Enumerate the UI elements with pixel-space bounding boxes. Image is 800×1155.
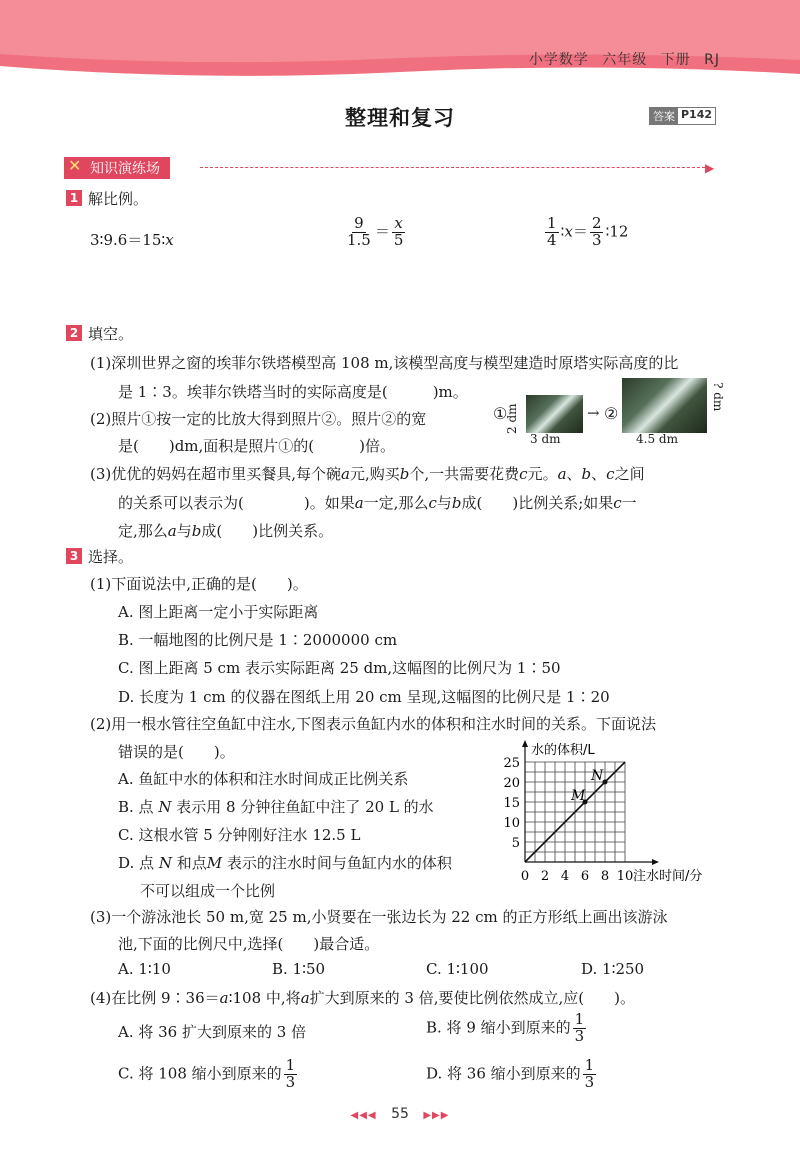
q2-p3-line2	[118, 492, 637, 513]
x-tick-label: 8	[600, 869, 610, 884]
section-title: 知识演练场	[90, 161, 160, 177]
q3-s4-option-c	[118, 1058, 299, 1091]
x-tick-label: 4	[560, 869, 570, 884]
q3-s4-var: a	[219, 989, 229, 1007]
q3-s4-var2: a	[300, 989, 310, 1007]
q2-p3-l2d: 成( )比例关系;如果	[461, 494, 614, 512]
q1-frac-d-num: 2	[591, 214, 602, 232]
photo2-width: 4.5 dm	[636, 432, 678, 446]
q3-s2-b-post: 表示用 8 分钟往鱼缸中注了 20 L 的水	[176, 798, 434, 816]
q3-s4-b-num: 1	[574, 1010, 585, 1028]
x-axis-label: 注水时间/分	[633, 869, 703, 884]
photo1-image	[526, 395, 583, 433]
q3-s4-d-frac	[583, 1058, 597, 1091]
q2-p3-sep1: 、	[566, 465, 582, 483]
q1-frac-a-den: 1.5	[347, 230, 371, 249]
q2-p1-line1: (1)深圳世界之窗的埃菲尔铁塔模型高 108 m,该模型高度与模型建造时原塔实际高度的比	[90, 354, 679, 372]
answer-reference	[649, 107, 716, 125]
q1-expr3	[543, 216, 628, 249]
x-axis-arrow-icon	[652, 859, 659, 865]
q1-frac-b	[392, 216, 406, 249]
var-b3: b	[451, 494, 462, 512]
q2-p3-line1	[90, 463, 645, 484]
q3-s2-option-c: C. 这根水管 5 分钟刚好注水 12.5 L	[118, 826, 361, 844]
var-a2: a	[557, 465, 567, 483]
var-c: c	[519, 465, 528, 483]
header-grade: 六年级	[602, 52, 648, 68]
q2-p3-l1a: (3)优优的妈妈在超市里买餐具,每个碗	[90, 465, 342, 483]
q3-s2-d-post: 表示的注水时间与鱼缸内水的体积	[226, 854, 452, 872]
q1-frac-c	[545, 216, 559, 249]
q3-s3-stem-line2: 池,下面的比例尺中,选择( )最合适。	[118, 935, 380, 953]
q3-s3-option-c: C. 1∶100	[426, 960, 489, 978]
section-header	[64, 157, 170, 179]
photo2-label: ②	[604, 404, 619, 423]
q3-s4-d-num: 1	[584, 1056, 595, 1074]
header-banner	[0, 0, 800, 82]
page-footer	[0, 1106, 800, 1122]
q3-s2-b-n: N	[158, 798, 172, 816]
banner-wave	[0, 0, 800, 82]
q1-expr1-var: x	[165, 231, 174, 249]
q1-colon: ∶	[560, 222, 565, 241]
q2-p2-line2: 是( )dm,面积是照片①的( )倍。	[118, 437, 396, 455]
q3-s4-c-frac	[284, 1058, 298, 1091]
divider-arrow-icon: ▶	[705, 161, 715, 175]
q3-s3-stem-line1: (3)一个游泳池长 50 m,宽 25 m,小贤要在一张边长为 22 cm 的正方形纸上画出该游泳	[90, 908, 668, 926]
q1-tail: ∶12	[605, 222, 629, 241]
q3-s3-option-d: D. 1∶250	[581, 960, 645, 978]
q2-number: 2	[66, 325, 82, 341]
volume-time-chart	[490, 734, 730, 884]
y-tick-label: 5	[511, 836, 520, 851]
arrow-icon: →	[587, 404, 600, 422]
q1-frac-b-num: x	[394, 214, 403, 232]
var-b: b	[399, 465, 410, 483]
q3-s2-option-d-line2: 不可以组成一个比例	[140, 882, 276, 900]
q3-s3-option-a: A. 1∶10	[118, 960, 171, 978]
point-n	[603, 780, 608, 785]
q1-expr1	[90, 229, 174, 250]
answer-key: 答案	[650, 108, 678, 124]
q2-p2-line1: (2)照片①按一定的比放大得到照片②。照片②的宽	[90, 410, 427, 428]
q3-s2-d-mid: 和点	[176, 854, 207, 872]
var-b2: b	[581, 465, 592, 483]
q3-s1-stem: (1)下面说法中,正确的是( )。	[90, 575, 308, 593]
photo1-height: 2 dm	[505, 403, 519, 434]
q1-frac-d	[590, 216, 604, 249]
section-divider	[200, 167, 710, 168]
prev-arrows-icon: ◀◀◀	[350, 1110, 377, 1121]
q1-number: 1	[66, 190, 82, 206]
q3-s2-stem-line1: (2)用一根水管往空鱼缸中注水,下图表示鱼缸内水的体积和注水时间的关系。下面说法	[90, 715, 657, 733]
q3-s2-option-b	[118, 796, 434, 817]
q1-frac-d-den: 3	[591, 230, 602, 249]
q2-p3-l3a: 定,那么	[118, 522, 168, 540]
q3-s4-c-num: 1	[285, 1056, 296, 1074]
var-a4: a	[167, 522, 177, 540]
section-tag	[64, 157, 170, 179]
q3-s4-d-den: 3	[584, 1072, 595, 1091]
header-info	[529, 49, 720, 69]
q1-frac-a	[345, 216, 373, 249]
q1-expr2	[343, 216, 407, 249]
q3-s4-option-a: A. 将 36 扩大到原来的 3 倍	[118, 1023, 307, 1041]
q3-s4-b-frac	[573, 1012, 587, 1045]
q3-s4-b-den: 3	[574, 1026, 585, 1045]
y-tick-label: 20	[503, 776, 520, 791]
q3-s2-d-n: N	[158, 854, 172, 872]
q3-title: 选择。	[88, 548, 134, 566]
q3-number: 3	[66, 548, 82, 564]
x-tick-label: 10	[616, 869, 634, 884]
q1-frac-c-den: 4	[547, 230, 557, 249]
q3-s1-option-c: C. 图上距离 5 cm 表示实际距离 25 dm,这幅图的比例尺为 1∶50	[118, 659, 561, 677]
point-label-n: N	[591, 768, 604, 784]
q3-s2-stem-line2: 错误的是( )。	[118, 743, 235, 761]
q3-s4-stem-b: ∶108 中,将	[228, 989, 301, 1007]
q2-p3-sep2: 、	[591, 465, 607, 483]
page-number: 55	[391, 1106, 409, 1122]
header-volume: 下册	[660, 52, 691, 68]
q1-title: 解比例。	[88, 190, 149, 208]
y-axis-arrow-icon	[522, 740, 528, 747]
q2-p3-line3	[118, 520, 333, 541]
q1-frac-c-num: 1	[547, 214, 557, 232]
q2-p3-l3b: 与	[176, 522, 192, 540]
q1-frac-b-den: 5	[393, 230, 404, 249]
q2-p3-l1b: 元,购买	[349, 465, 400, 483]
q3-s2-d-pre: D. 点	[118, 854, 155, 872]
photo2-height: ? dm	[711, 382, 725, 412]
q1-frac-a-num: 9	[354, 214, 364, 232]
var-c2: c	[606, 465, 615, 483]
q2-title: 填空。	[88, 325, 134, 343]
q3-s2-d-m: M	[206, 854, 223, 872]
var-b4: b	[191, 522, 202, 540]
var-c4: c	[613, 494, 622, 512]
q2-p3-l3c: 成( )比例关系。	[201, 522, 334, 540]
q3-s1-option-d: D. 长度为 1 cm 的仪器在图纸上用 20 cm 呈现,这幅图的比例尺是 1∶20	[118, 688, 610, 706]
q2-p3-l2a: 的关系可以表示为( )。如果	[118, 494, 355, 512]
q3-s4-stem-a: (4)在比例 9∶36＝	[90, 989, 220, 1007]
x-tick-label: 6	[580, 869, 590, 884]
page-title: 整理和复习	[345, 106, 455, 130]
photo1-label: ①	[493, 404, 508, 423]
q3-s4-c-text: C. 将 108 缩小到原来的	[118, 1064, 282, 1083]
q3-s4-d-text: D. 将 36 缩小到原来的	[426, 1064, 581, 1083]
q1-expr3-var: x	[564, 222, 573, 241]
q1-eq2: ＝	[572, 222, 588, 241]
photo2-image	[622, 378, 707, 433]
q1-expr1-text: 3∶9.6＝15∶	[90, 231, 166, 249]
q3-s2-b-pre: B. 点	[118, 798, 154, 816]
photo1-width: 3 dm	[530, 432, 561, 446]
q3-s3-option-b: B. 1∶50	[272, 960, 326, 978]
header-subject: 小学数学	[528, 52, 589, 68]
q3-s4-c-den: 3	[285, 1072, 296, 1091]
answer-page: P142	[681, 108, 713, 121]
q1-eq: ＝	[374, 222, 390, 241]
q2-p3-l2e: 一	[621, 494, 637, 512]
q3-s1-option-b: B. 一幅地图的比例尺是 1∶2000000 cm	[118, 631, 398, 649]
var-a3: a	[354, 494, 364, 512]
q3-s4-stem	[90, 987, 635, 1008]
q2-p3-l1c: 个,一共需要花费	[409, 465, 520, 483]
var-c3: c	[428, 494, 437, 512]
q2-p3-l2b: 一定,那么	[363, 494, 429, 512]
next-arrows-icon: ▶▶▶	[423, 1110, 450, 1121]
x-tick-label: 2	[540, 869, 550, 884]
q3-s2-option-a: A. 鱼缸中水的体积和注水时间成正比例关系	[118, 770, 409, 788]
q2-p3-l2c: 与	[436, 494, 452, 512]
q3-s4-option-b	[426, 1012, 588, 1045]
y-axis-label: 水的体积/L	[531, 743, 595, 758]
q2-p3-l1d: 元。	[527, 465, 558, 483]
section-mark-icon: ✕	[68, 156, 82, 175]
q2-p1-line2: 是 1∶3。埃菲尔铁塔当时的实际高度是( )m。	[118, 383, 468, 401]
x-tick-label: 0	[520, 869, 530, 884]
header-edition: RJ	[704, 52, 720, 68]
q3-s4-b-text: B. 将 9 缩小到原来的	[426, 1018, 571, 1037]
var-a: a	[341, 465, 350, 483]
q3-s1-option-a: A. 图上距离一定小于实际距离	[118, 603, 319, 621]
q3-s4-stem-c: 扩大到原来的 3 倍,要使比例依然成立,应( )。	[309, 989, 635, 1007]
y-tick-label: 10	[503, 816, 520, 831]
point-label-m: M	[571, 788, 586, 804]
y-tick-label: 15	[503, 796, 520, 811]
q2-p3-l1f: 之间	[614, 465, 645, 483]
y-tick-label: 25	[503, 756, 520, 771]
q3-s4-option-d	[426, 1058, 598, 1091]
q3-s2-option-d	[118, 852, 452, 873]
